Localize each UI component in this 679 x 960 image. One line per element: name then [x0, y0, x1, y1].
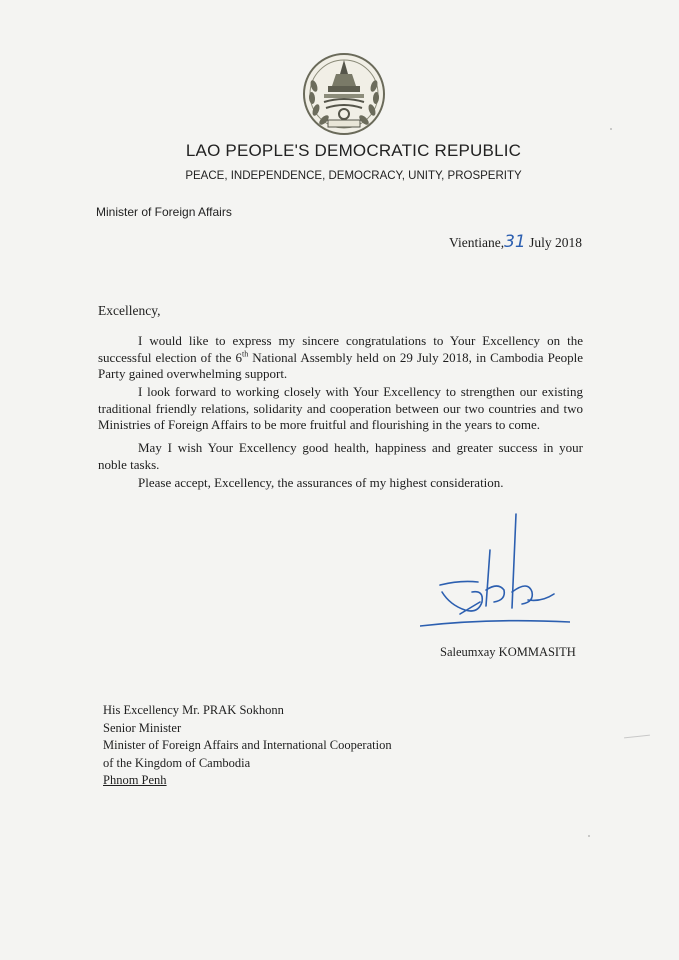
- p1-superscript: th: [241, 349, 249, 359]
- country-name: LAO PEOPLE'S DEMOCRATIC REPUBLIC: [185, 141, 522, 160]
- signer-name: Saleumxay KOMMASITH: [440, 645, 576, 659]
- national-motto: PEACE, INDEPENDENCE, DEMOCRACY, UNITY, PROSPERITY: [185, 170, 522, 182]
- addressee-line-1: His Excellency Mr. PRAK Sokhonn: [103, 703, 284, 717]
- addressee-block: [103, 702, 392, 790]
- date-place: Vientiane,: [449, 235, 505, 250]
- sender-office: Minister of Foreign Affairs: [96, 205, 232, 219]
- body-paragraph-1: [98, 333, 583, 383]
- addressee-line-2: Senior Minister: [103, 720, 182, 735]
- addressee-city: Phnom Penh: [103, 773, 167, 787]
- salutation: Excellency,: [98, 303, 161, 318]
- lao-national-emblem-icon: [300, 50, 388, 138]
- p1-text-a: I would like to express my sincere congratulations to Your Excellency on the successful election of the 6: [98, 333, 583, 365]
- date-day-handwritten: 31: [504, 232, 526, 252]
- addressee-line-3: Minister of Foreign Affairs and International Cooperation: [103, 738, 392, 752]
- body-paragraph-4: Please accept, Excellency, the assurances of my highest consideration.: [138, 475, 504, 490]
- paper-mark: [588, 835, 590, 837]
- paper-mark: [624, 735, 650, 739]
- dateline: [449, 232, 582, 252]
- body-paragraph-3: May I wish Your Excellency good health, happiness and greater success in your noble tasks.: [98, 440, 583, 472]
- body-paragraph-2: I look forward to working closely with Your Excellency to strengthen our existing traditional friendly relations, solidarity and cooperation between our two countries and two Ministries of Foreign Affairs to be more fruitful and flourishing in the years to come.: [98, 384, 583, 432]
- date-month-year: July 2018: [529, 235, 582, 250]
- handwritten-signature: [420, 510, 570, 635]
- addressee-line-4: of the Kingdom of Cambodia: [103, 755, 251, 770]
- paper-mark: [610, 128, 612, 130]
- p1-text-b: National Assembly held on 29 July 2018, in Cambodia People Party gained overwhelming support.: [98, 349, 583, 381]
